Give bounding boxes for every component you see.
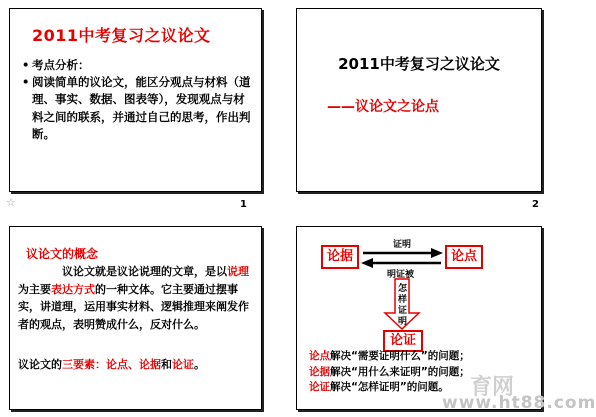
proof-label: 证明: [393, 240, 412, 250]
star-icon: ☆: [6, 196, 16, 209]
element-lunzheng: 论证: [172, 358, 194, 371]
elements-prefix: 议论文的: [18, 358, 62, 371]
elements-end: 。: [194, 358, 205, 371]
proved-arrowhead: [361, 258, 373, 268]
lunju-box: 论据: [321, 245, 359, 269]
proof-arrowhead: [431, 248, 443, 258]
lunzheng-box: 论证: [383, 330, 423, 352]
slide-2-title: 2011中考复习之议论文: [338, 55, 500, 73]
para-text: 的一种文体。它主要通过摆事实，讲道理，运用事实材料、逻辑推理来阐发作者的观点，表明赞成什么，反对什么。: [18, 282, 249, 331]
slide-3[interactable]: [9, 226, 262, 410]
term: 论据: [309, 365, 330, 378]
term: 论点: [309, 350, 330, 362]
para-text: 议论文就是议论说理的文章，是以: [62, 265, 227, 278]
para-highlight: 说理: [227, 265, 249, 278]
slide-number: 1: [240, 199, 247, 210]
bullet-point: • 考点分析：: [22, 57, 254, 74]
elements-sep: 、: [128, 358, 139, 371]
lundian-box: 论点: [445, 245, 483, 269]
watermark-logo: 育网: [470, 375, 515, 400]
slide-number: 2: [532, 199, 539, 210]
element-lunju: 论据: [139, 358, 161, 371]
explanation-line: [309, 349, 539, 365]
slide-2[interactable]: [296, 8, 542, 192]
term-explanation: 解决“需要证明什么”的问题；: [330, 350, 470, 362]
elements-sep: 和: [161, 358, 172, 371]
term-explanation: 解决“怎样证明”的问题。: [330, 381, 449, 393]
three-elements-line: [18, 356, 205, 372]
slide-1-title: 2011中考复习之议论文: [32, 26, 211, 45]
how-to-prove-label: 怎样证明: [397, 284, 407, 327]
elements-red: 三要素: [62, 358, 95, 371]
para-text: 为主要: [18, 282, 51, 296]
watermark-url: www.ht88.com: [442, 393, 596, 413]
slide-2-subtitle: ——议论文之论点: [327, 99, 439, 115]
proved-label: 明证被: [387, 270, 415, 280]
bullet-point: • 阅读简单的议论文，能区分观点与材料（道理、事实、数据、图表等），发现观点与材料之间的联系，并通过自己的思考，作出判断。: [22, 74, 254, 143]
term-explanation: 解决“用什么来证明”的问题；: [330, 365, 470, 378]
para-highlight: 表达方式: [51, 282, 95, 296]
slide-3-heading: 议论文的概念: [26, 247, 99, 261]
slide-1-body: [22, 57, 254, 143]
slide-1[interactable]: [9, 8, 262, 192]
element-lundian: 论点: [106, 358, 128, 371]
definition-paragraph: [18, 263, 256, 333]
elements-colon: ：: [95, 358, 106, 371]
term: 论证: [309, 381, 330, 393]
